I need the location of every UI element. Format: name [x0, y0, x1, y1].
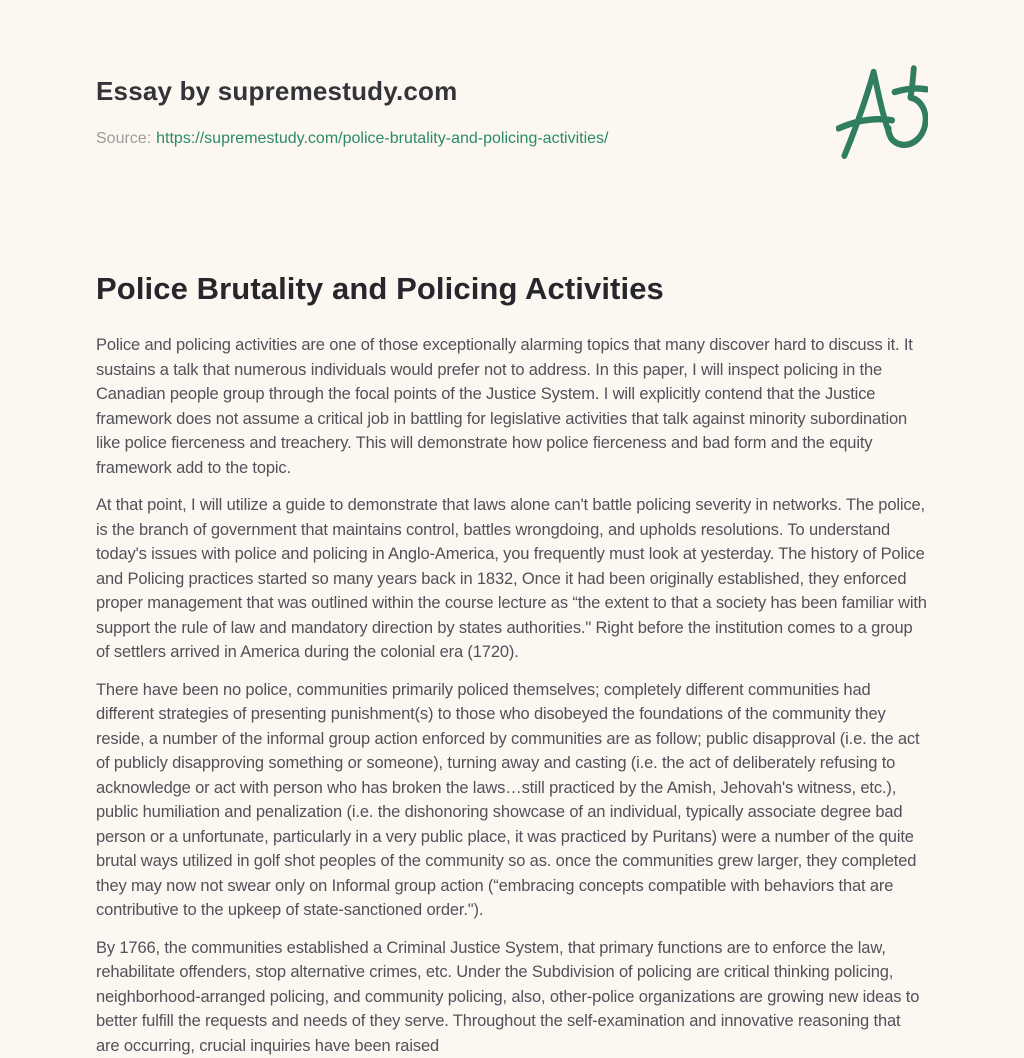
site-heading: Essay by supremestudy.com	[96, 76, 608, 106]
essay-paragraph-3: There have been no police, communities primarily policed themselves; completely different communities had different strategies of presenting punishment(s) to those who disobeyed the foundations of the community they reside, a number of the informal group action enforced by communities are as follow; public disapproval (i.e. the act of publicly disapproving something or someone), turning away and casting (i.e. the act of deliberately refusing to acknowledge or act with person who has broken the laws…still practiced by the Amish, Jehovah's witness, etc.), public humiliation and penalization (i.e. the dishonoring showcase of an individual, typically associate degree bad person or a unfortunate, particularly in a very public place, it was practiced by Puritans) were a number of the quite brutal ways utilized in golf shot peoples of the community so as. once the communities grew larger, they completed they may now not swear only on Informal group action (“embracing concepts compatible with behaviors that are contributive to the upkeep of state-sanctioned order.").	[96, 678, 928, 923]
essay-content	[96, 270, 928, 1058]
source-link[interactable]: https://supremestudy.com/police-brutality-and-policing-activities/	[156, 130, 608, 147]
a-plus-logo-icon	[836, 62, 928, 164]
page-header	[96, 0, 928, 164]
source-line	[96, 128, 608, 150]
essay-title: Police Brutality and Policing Activities	[96, 270, 928, 308]
essay-body	[96, 333, 928, 1058]
essay-paragraph-4: By 1766, the communities established a Criminal Justice System, that primary functions are to enforce the law, rehabilitate offenders, stop alternative crimes, etc. Under the Subdivision of policing are critical thinking policing, neighborhood-arranged policing, and community policing, also, other-police organizations are growing new ideas to better fulfill the requests and needs of they serve. Throughout the self-examination and innovative reasoning that are occurring, crucial inquiries have been raised	[96, 936, 928, 1058]
source-label: Source:	[96, 130, 151, 147]
essay-paragraph-2: At that point, I will utilize a guide to demonstrate that laws alone can't battle policing severity in networks. The police, is the branch of government that maintains control, battles wrongdoing, and upholds resolutions. To understand today's issues with police and policing in Anglo-America, you frequently must look at yesterday. The history of Police and Policing practices started so many years back in 1832, Once it had been originally established, they enforced proper management that was outlined within the course lecture as “the extent to that a society has been familiar with support the rule of law and mandatory direction by states authorities." Right before the institution comes to a group of settlers arrived in America during the colonial era (1720).	[96, 493, 928, 665]
essay-paragraph-1: Police and policing activities are one of those exceptionally alarming topics that many discover hard to discuss it. It sustains a talk that numerous individuals would prefer not to address. In this paper, I will inspect policing in the Canadian people group through the focal points of the Justice System. I will explicitly contend that the Justice framework does not assume a critical job in battling for legislative activities that talk against minority subordination like police fierceness and treachery. This will demonstrate how police fierceness and bad form and the equity framework add to the topic.	[96, 333, 928, 480]
header-text-block	[96, 0, 608, 150]
